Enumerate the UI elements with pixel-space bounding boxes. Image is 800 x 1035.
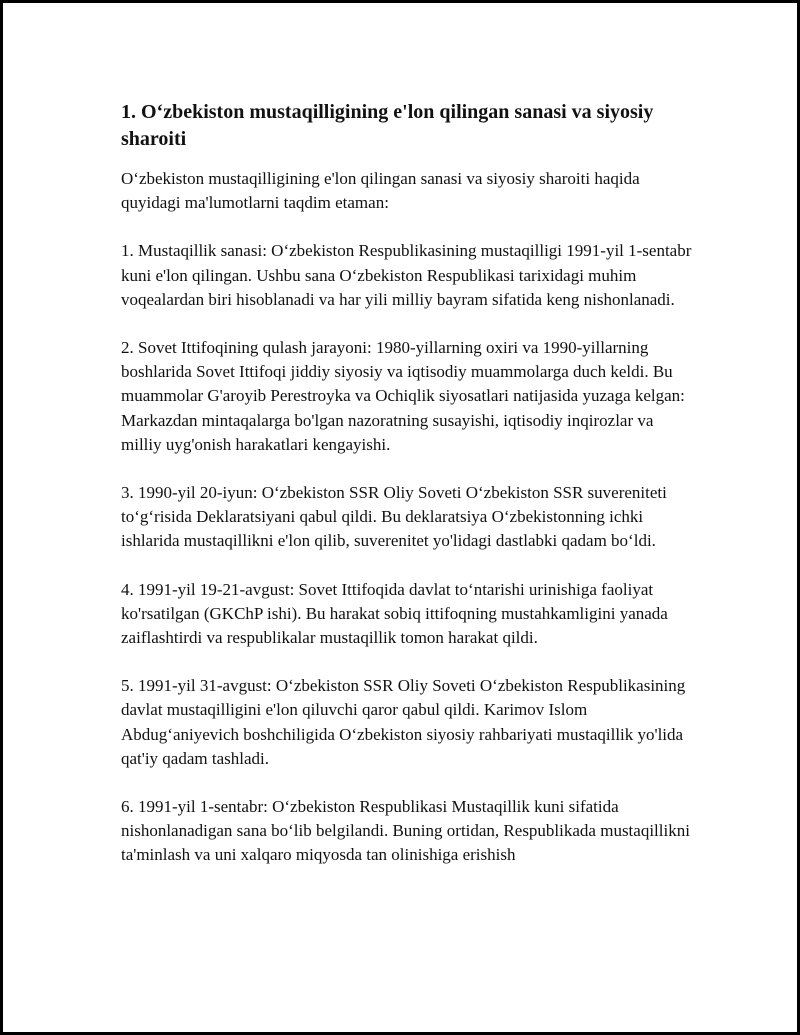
- document-body: [121, 99, 693, 892]
- paragraph-1991-september-1: 6. 1991-yil 1-sentabr: O‘zbekiston Respublikasi Mustaqillik kuni sifatida nishonlanadigan sana bo‘lib belgilandi. Buning ortidan, Respublikada mustaqillikni ta'minlash va uni xalqaro miqyosda tan olinishiga erishish: [121, 797, 690, 865]
- paragraph-soviet-collapse: 2. Sovet Ittifoqining qulash jarayoni: 1980-yillarning oxiri va 1990-yillarning boshlarida Sovet Ittifoqi jiddiy siyosiy va iqtisodiy muammolarga duch keldi. Bu muammolar G'aroyib Perestroyka va Ochiqlik siyosatlari natijasida yuzaga kelgan: Markazdan mintaqalarga bo'lgan nazoratning susayishi, iqtisodiy inqirozlar va milliy uyg'onish harakatlari kengayishi.: [121, 338, 685, 454]
- paragraph-1990-june-20: 3. 1990-yil 20-iyun: O‘zbekiston SSR Oliy Soveti O‘zbekiston SSR suvereniteti to‘g‘risida Deklaratsiyani qabul qildi. Bu deklaratsiya O‘zbekistonning ichki ishlarida mustaqillikni e'lon qilib, suverenitet yo'lidagi dastlabki qadam bo‘ldi.: [121, 483, 667, 551]
- paragraph-1991-august-31: 5. 1991-yil 31-avgust: O‘zbekiston SSR Oliy Soveti O‘zbekiston Respublikasining davlat mustaqilligini e'lon qiluvchi qaror qabul qildi. Karimov Islom Abdug‘aniyevich boshchiligida O‘zbekiston siyosiy rahbariyati mustaqillik yo'lida qat'iy qadam tashladi.: [121, 676, 686, 768]
- paragraph-independence-date: 1. Mustaqillik sanasi: O‘zbekiston Respublikasining mustaqilligi 1991-yil 1-sentabr kuni e'lon qilingan. Ushbu sana O‘zbekiston Respublikasi tarixidagi muhim voqealardan biri hisoblanadi va har yili milliy bayram sifatida keng nishonlanadi.: [121, 241, 692, 309]
- paragraph-1991-august-19-21: 4. 1991-yil 19-21-avgust: Sovet Ittifoqida davlat to‘ntarishi urinishiga faoliyat ko'rsatilgan (GKChP ishi). Bu harakat sobiq ittifoqning mustahkamligini yanada zaiflashtirdi va respublikalar mustaqillik tomon harakat qildi.: [121, 579, 668, 648]
- document-title: 1. O‘zbekiston mustaqilligining e'lon qilingan sanasi va siyosiy sharoiti: [121, 101, 654, 150]
- intro-paragraph: O‘zbekiston mustaqilligining e'lon qilingan sanasi va siyosiy sharoiti haqida quyidagi ma'lumotlarni taqdim etaman:: [121, 169, 640, 213]
